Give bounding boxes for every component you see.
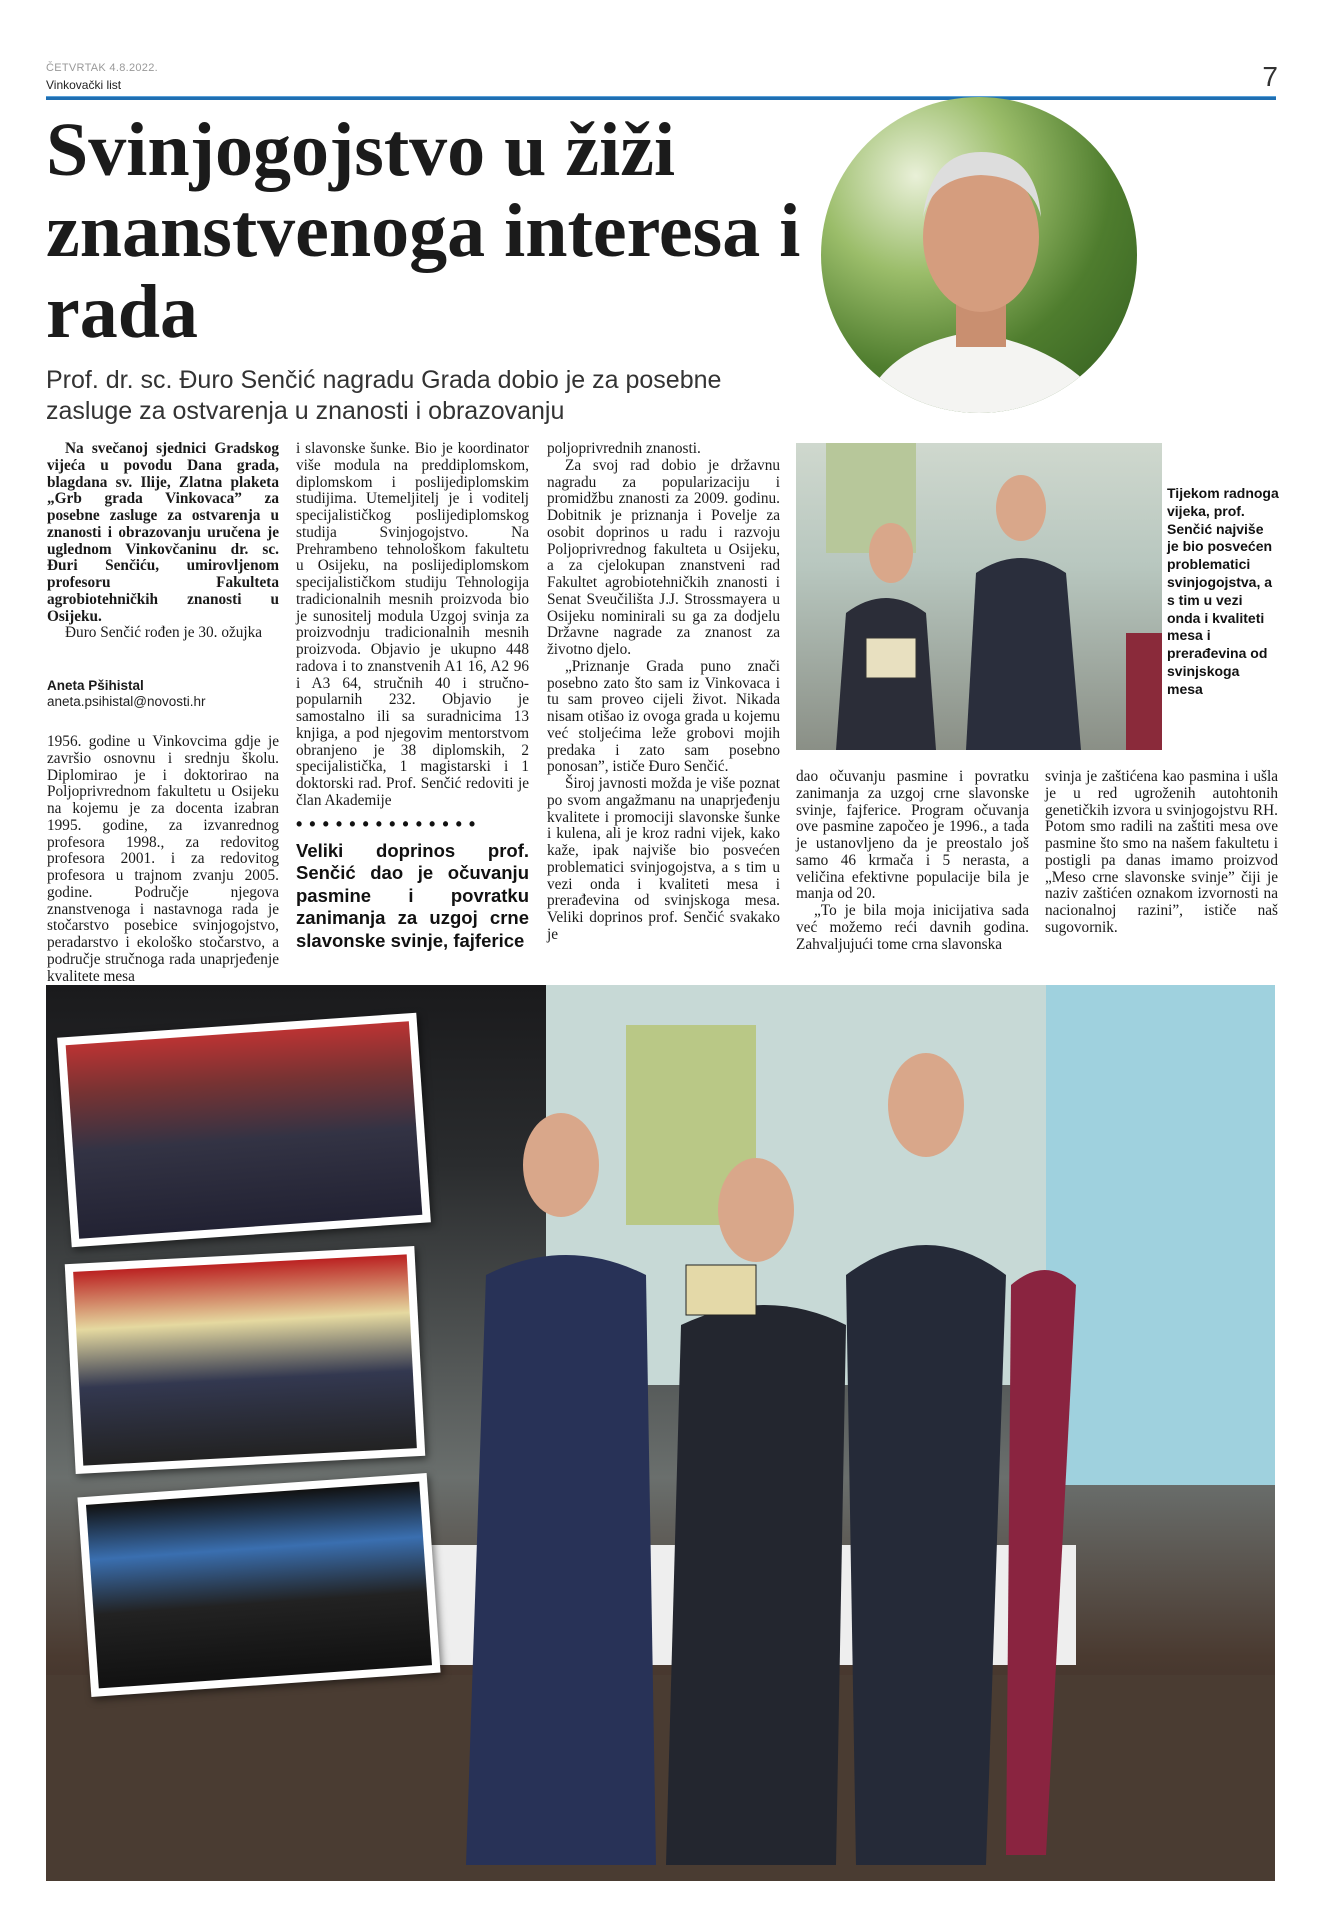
award-photo: [796, 443, 1162, 750]
paragraph: svinja je zaštićena kao pasmina i ušla je u red ugroženih autohtonih genetičkih izvora u svinjogojstvu RH. Potom smo radili na zaštiti mesa ove pasmine što smo na našem fakultetu i postigli pa danas imamo proizvod „Meso crne slavonske svinje” čiji je naziv zaštićen oznakom izvornosti na nacionalnoj razini”, ističe naš sugovornik.: [1045, 768, 1278, 936]
paragraph: „To je bila moja inicijativa sada već možemo reći davnih godina. Zahvaljujući tome crna slavonska: [796, 902, 1029, 953]
author-name: Aneta Pšihistal: [47, 678, 144, 693]
photo-caption: Tijekom radnoga vijeka, prof. Senčić najviše je bio posvećen problematici svinjogojstva, a s tim u vezi onda i kvaliteti mesa i prerađevina od svinjskoga mesa: [1167, 485, 1279, 697]
audience-photo: [57, 1013, 431, 1248]
paragraph: 1956. godine u Vinkovcima gdje je završio osnovnu i srednju školu. Diplomirao je i doktorirao na Poljoprivrednom fakultetu u Osijeku na kojemu je za docenta izabran 1995. godine, za izvanrednog profesora 1998., za redovitog profesora 2001. i za redovitog profesora u trajnom zvanju 2005. godine. Područje njegova znanstvenoga i nastavnoga rada je stočarstvo posebice svinjogojstvo, peradarstvo i ekološko stočarstvo, a područje stručnoga rada unaprjeđenje kvalitete mesa: [47, 733, 279, 985]
issue-date: ČETVRTAK 4.8.2022.: [46, 62, 158, 74]
paragraph: i slavonske šunke. Bio je koordinator više modula na preddiplomskom, diplomskom i poslijediplomskim studijima. Utemeljitelj je i voditelj specijalističkog poslijediplomskog studija Svinjogojstvo. Na Prehrambeno tehnološkom fakultetu u Osijeku, na poslijediplomskom specijalističkom studiju Tehnologija tradicionalnih mesnih proizvoda bio je sunositelj modula Uzgoj svinja za proizvodnju tradicionalnih mesnih proizvoda. Objavio je ukupno 448 radova i to znanstvenih A1 16, A2 96 i A3 64, stručnih 40 i stručno-popularnih 232. Objavio je samostalno ili sa suradnicima 13 knjiga, a pod njegovim mentorstvom obranjeno je 38 diplomskih, 2 specijalistička, 1 magistarski i 1 doktorski rad. Prof. Senčić redoviti je član Akademije: [296, 440, 529, 809]
column-1: [47, 441, 279, 985]
column-4: [796, 769, 1029, 953]
article-subtitle: Prof. dr. sc. Đuro Senčić nagradu Grada dobio je za posebne zasluge za ostvarenja u znanosti i obrazovanju: [46, 366, 722, 425]
ceremony-photo: [46, 985, 1275, 1881]
paragraph: „Priznanje Grada puno znači posebno zato što sam iz Vinkovaca i tu sam proveo cijeli život. Nikada nisam otišao iz ovoga grada u kojemu već stoljećima leže grobovi mojih predaka i zato sam posebno ponosan”, ističe Đuro Senčić.: [547, 657, 780, 776]
header-rule: [46, 96, 1276, 100]
article-lead: Na svečanoj sjednici Gradskog vijeća u povodu Dana grada, blagdana sv. Ilije, Zlatna plaketa „Grb grada Vinkovaca” za posebne zasluge za ostvarenja u znanosti i obrazovanju uručena je uglednom Vinkovčaninu dr. sc. Đuri Senčiću, umirovljenom profesoru Fakulteta agrobiotehničkih znanosti u Osijeku.: [47, 440, 279, 625]
portrait-photo: [821, 97, 1137, 413]
column-5: [1045, 769, 1278, 937]
column-3: [547, 441, 780, 944]
newspaper-name: Vinkovački list: [46, 78, 122, 92]
paragraph: poljoprivrednih znanosti.: [547, 440, 701, 457]
paragraph: dao očuvanju pasmine i povratku zanimanja za uzgoj crne slavonske svinje, fajferice. Program očuvanja ove pasmine započeo je 1996., a tada je ustanovljeno da je preostalo još samo 46 krmača i 5 nerasta, a veličina efektivne populacije bila je manja od 20.: [796, 768, 1029, 903]
article-title: Svinjogojstvo u žiži znanstvenoga interesa i rada: [46, 108, 801, 354]
author-email[interactable]: aneta.psihistal@novosti.hr: [47, 694, 206, 709]
separator-dots: ••••••••••••••: [296, 815, 483, 832]
headline-block: [46, 110, 814, 427]
page-number: 7: [1262, 61, 1278, 92]
stage-performance-photo: [77, 1473, 440, 1697]
paragraph: Đuro Senčić rođen je 30. ožujka: [65, 624, 263, 642]
paragraph: Široj javnosti možda je više poznat po svom angažmanu na unaprjeđenju kvalitete i promociji slavonske šunke i kulena, ali je kroz radni vijek, kako kaže, ipak najviše bio posvećen problematici svinjogojstva, a s tim u vezi onda i kvaliteti mesa i prerađevina od svinjskoga mesa. Veliki doprinos prof. Senčić svakako je: [547, 775, 780, 943]
standing-guests-photo: [65, 1246, 426, 1474]
paragraph: Za svoj rad dobio je državnu nagradu za popularizaciju i promidžbu znanosti za 2009. godinu. Dobitnik je priznanja i Povelje za osobit doprinos u radu i razvoju Poljoprivrednog fakulteta u Osijeku, a za cjelokupan znanstveni rad Fakultet agrobiotehničkih znanosti i Senat Sveučilišta J.J. Strossmayera u Osijeku nominirali su ga za dodjelu Državne nagrade za znanost za životno djelo.: [547, 456, 780, 658]
column-2: [296, 441, 529, 952]
pull-quote: Veliki doprinos prof. Senčić dao je očuvanju pasmine i povratku zanimanja za uzgoj crne slavonske svinje, fajferice: [296, 839, 529, 951]
